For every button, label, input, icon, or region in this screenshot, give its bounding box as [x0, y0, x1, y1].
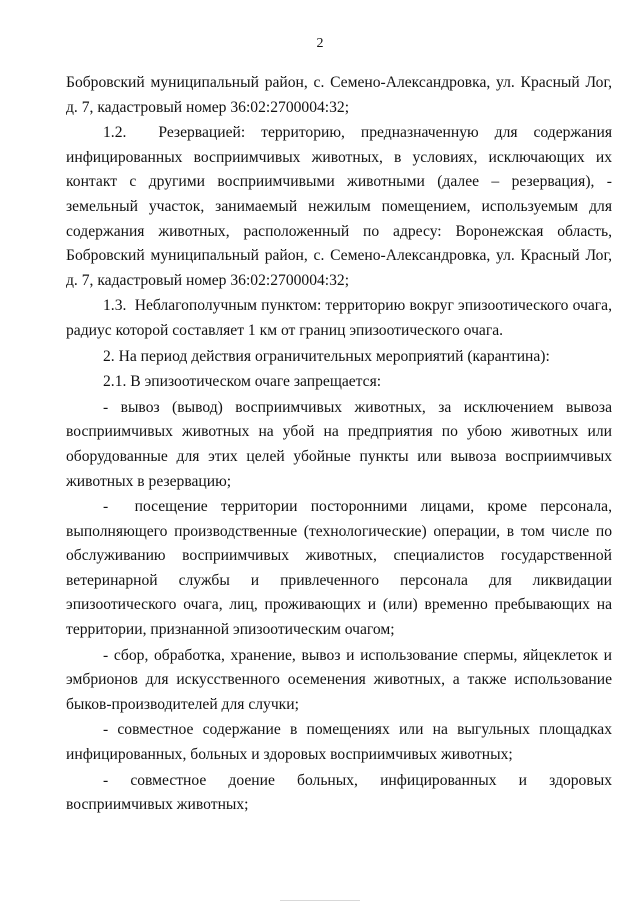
- list-item-territory-visits: - посещение территории посторонними лицами, кроме персонала, выполняющего производственные (технологические) операции, в том числе по обслуживанию восприимчивых животных, специалистов государственной ветеринарной службы и привлеченного персонала для ликвидации эпизоотического очага, лиц, проживающих и (или) временно пребывающих на территории, признанной эпизоотическим очагом;: [66, 498, 616, 639]
- list-item-sperm-embryos: - сбор, обработка, хранение, вывоз и использование спермы, яйцеклеток и эмбрионов для искусственного осеменения животных, а также использование быков-производителей для случки;: [66, 646, 616, 713]
- quarantine-measures-heading: 2. На период действия ограничительных мероприятий (карантина):: [103, 347, 550, 365]
- prohibitions-heading: 2.1. В эпизоотическом очаге запрещается:: [103, 373, 382, 391]
- document-body: [66, 71, 620, 818]
- list-item-joint-housing: - совместное содержание в помещениях или на выгульных площадках инфицированных, больных и здоровых восприимчивых животных;: [66, 721, 616, 764]
- page-number: 2: [316, 36, 324, 51]
- bottom-divider: [280, 900, 360, 901]
- list-item-animal-removal: - вывоз (вывод) восприимчивых животных, за исключением вывоза восприимчивых животных на убой на предприятия по убою животных или оборудованные для этих целей убойные пункты или вывоза восприимчивых животных в резервацию;: [66, 398, 616, 490]
- address-continuation-paragraph: Бобровский муниципальный район, с. Семено-Александровка, ул. Красный Лог, д. 7, кадастровый номер 36:02:2700004:32;: [66, 74, 616, 116]
- reservation-definition-paragraph: 1.2. Резервацией: территорию, предназначенную для содержания инфицированных восприимчивых животных, в условиях, исключающих их контакт с другими восприимчивыми животными (далее – резервация), - земельный участок, занимаемый нежилым помещением, используемым для содержания животных, расположенный по адресу: Воронежская область, Бобровский муниципальный район, с. Семено-Александровка, ул. Красный Лог, д. 7, кадастровый номер 36:02:2700004:32;: [66, 124, 620, 289]
- list-item-joint-milking: - совместное доение больных, инфицированных и здоровых восприимчивых животных;: [66, 771, 616, 814]
- unsafe-point-definition-paragraph: 1.3. Неблагополучным пунктом: территорию вокруг эпизоотического очага, радиус которой составляет 1 км от границ эпизоотического очага.: [66, 297, 616, 339]
